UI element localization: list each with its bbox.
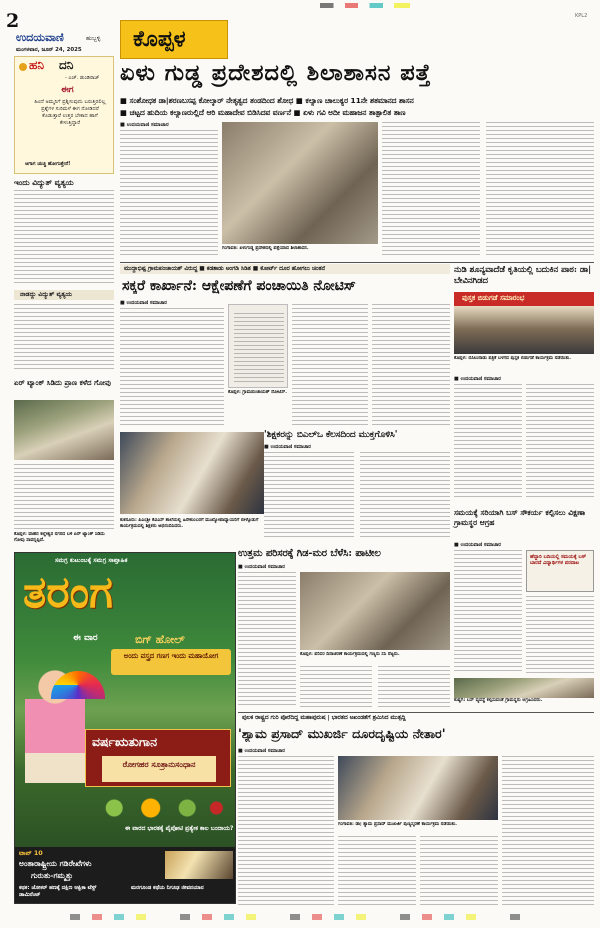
bus-story <box>454 508 594 706</box>
teachers-caption: ಕುಕನೂರು: ಪಿಎಂಶ್ರೀ ಕೆವಿಎಸ್ ಶಾಲೆಯಲ್ಲಿ ಹಿರೇಕುಂಬರಗೆ ಮುಖ್ಯೋಪಾಧ್ಯಾಯರಿಗೆ ಬೀಳ್ಕೊಡುಗೆ ಕಾರ್ಯಕ್ರಮದಲ್ಲಿ ಶಿಕ್ಷಕರು ಅಭಿನಂದಿಸಿದರು. <box>120 518 259 529</box>
cow-caption: ಕೊಪ್ಪಳ: ವಾಹನ ಕಲ್ಲೇಶ್ವರ ನಗರದ ಬಳಿ ಏರ್ ಟ್ಯಾಂಕ್ ಸಿಡಿದು ಗೋವು ಸಾವನ್ನಪ್ಪಿದೆ. <box>14 532 105 543</box>
tree-byline: ■ ಉದಯವಾಣಿ ಸಮಾಚಾರ <box>238 564 285 570</box>
taranga-cover-sub: ಅಂದು ವಸ್ತ್ರದ ಗಣಗ ಇಂದು ಮಹಾಯೋಗ <box>123 652 219 660</box>
sugar-col-3 <box>292 304 368 428</box>
power-section-2 <box>14 290 114 375</box>
color-marks-bottom <box>70 914 530 920</box>
book-photo <box>454 292 594 354</box>
honey-byline: - ಎಚ್. ಡುಂಡಿರಾಜ್ <box>65 75 100 81</box>
taranga-top10-title: ಅಂತಾರಾಷ್ಟ್ರೀಯ ಗಡಿರೇಖೆಗಳು <box>19 859 92 868</box>
teachers-byline: ■ ಉದಯವಾಣಿ ಸಮಾಚಾರ <box>264 444 311 450</box>
notice-text <box>234 313 284 383</box>
lead-story <box>120 60 594 260</box>
section-title: ಕೊಪ್ಪಳ <box>133 26 186 52</box>
lead-sub-2: ■ ಚಟ್ಟದ ಹುದಿಯ ಕಲ್ಯಾಣರುಲ್ಲಿದೆ ಆರಿ ಮಹಾದೇವ ಬಿಡಿಸಿದವ ವರ್ಣನೆ ■ ಏಳು ಗವಿ ಅದೀ ಮಹಾಜನ ತಾತ್ಪಾಲಿತ ತಾಣ <box>120 108 406 117</box>
bus-ad-text: ಹೆದ್ದಾರಿ ಬದಿಯಲ್ಲಿ ಸಮಯಕ್ಕೆ ಬಸ್ ಬಾರದೆ ವಿದ್ಯಾರ್ಥಿಗಳ ಪರದಾಟ <box>530 554 587 567</box>
taranga-feature-sub: ರೋಗಹರ ಸೂತ್ರಾನುಸಂಧಾನ <box>122 759 196 769</box>
book-story <box>454 264 594 504</box>
taranga-teaser: ಈ ವಾರದ ಭಾರತಕ್ಕೆ ಪೈಪೋಟಿ ಪ್ರತ್ಯೇಕ ಕಾಲ ಬಂದಾಯ? <box>125 825 234 832</box>
sugar-notice-caption: ಕೊಪ್ಪಳ: ಗ್ರಾಮಪಂಚಾಯತ್ ನೋಟಿಸ್. <box>228 390 287 395</box>
honey-footer: ಆಗಾಗ ಚುಚ್ಚಿ ಹೋಗುತ್ತೇನೆ! <box>25 161 71 167</box>
tree-story <box>238 548 450 710</box>
lead-byline: ■ ಉದಯವಾಣಿ ಸಮಾಚಾರ <box>120 122 169 128</box>
mukherjee-col-2 <box>338 836 416 906</box>
mukherjee-story <box>238 714 594 910</box>
fruit-image <box>85 793 231 823</box>
divider-lead <box>120 262 594 263</box>
lead-headline: ಏಳು ಗುಡ್ಡ ಪ್ರದೇಶದಲ್ಲಿ ಶಿಲಾಶಾಸನ ಪತ್ತೆ <box>120 60 432 86</box>
mukherjee-col-1 <box>238 756 334 906</box>
bus-caption: ಕುಷ್ಟಗಿ: ಬಸ್ ವ್ಯವಸ್ಥೆ ಕಲ್ಪಿಸುವಂತೆ ಗ್ರಾಮಸ್ಥರು ಆಗ್ರಹಿಸಿದರು. <box>454 698 543 703</box>
taranga-promo-1: ಕಥಕ: ಜೋಕರ್ ಹಣಕ್ಕೆ ದಕ್ಷಿಣ ಆಫ್ರಿಕಾ ಟೆಸ್ಟ್ ಡಾಮಿನೆಂಟ್ <box>19 885 97 898</box>
taranga-top10-sub: ಗುರುತು-ಗಮ್ಮತ್ತು <box>31 871 73 880</box>
taranga-top10: ಟಾಪ್ 10 <box>19 849 43 857</box>
taranga-promo-2: ಮರಗೂಂಡ ಕಥೆಯ ನಿಗೂಢ ಜೀವನಯಾನ <box>131 885 204 891</box>
bus-col-1 <box>454 550 522 674</box>
taranga-cover-sub-box <box>111 649 231 675</box>
sugar-col-1 <box>120 308 224 428</box>
taranga-feature: ವರ್ಷಋತುಗಾನ <box>92 734 158 749</box>
paper-name: ಉದಯವಾಣಿ <box>16 31 64 44</box>
page-number: 2 <box>6 10 20 32</box>
lead-col-3 <box>382 122 480 258</box>
teachers-photo <box>120 432 264 514</box>
power-section <box>14 178 114 288</box>
power-title: ಇಂದು ವಿದ್ಯುತ್ ವ್ಯತ್ಯಯ <box>14 178 74 187</box>
mukherjee-byline: ■ ಉದಯವಾಣಿ ಸಮಾಚಾರ <box>238 748 285 754</box>
teachers-headline: 'ಶಿಕ್ಷಕರನ್ನು ಬಿಎಲ್‌ಒ ಕೆಲಸದಿಂದ ಮುಕ್ತಗೊಳಿಸಿ' <box>264 430 398 440</box>
poem-title: ಈಗ <box>61 85 74 95</box>
book-col-2 <box>526 384 594 500</box>
honey-title-b: ದನಿ <box>59 58 74 72</box>
issue-date: ಮಂಗಳವಾರ, ಜೂನ್ 24, 2025 <box>16 47 82 53</box>
section-banner <box>120 20 228 59</box>
teachers-col-2 <box>360 452 450 540</box>
teachers-col-1 <box>264 452 354 540</box>
teachers-story <box>264 430 450 542</box>
book-byline: ■ ಉದಯವಾಣಿ ಸಮಾಚಾರ <box>454 376 501 382</box>
edition-label: ಹುಬ್ಬಳ್ಳಿ <box>86 35 101 42</box>
taranga-cover-label: ಬಿಗ್ ಹೋಲ್ <box>135 633 185 646</box>
power-title-2: ನಾಡದ್ದು ವಿದ್ಯುತ್ ವ್ಯತ್ಯಯ <box>20 291 73 298</box>
sugar-kicker: ಮುದ್ದಾಭಿಷ್ಟ ಗ್ರಾಮಪಂಚಾಯತ್ ವಿರುದ್ಧ ■ ಕಡತಾಡು ಅಂಗಡಿ ಸಿಡಿತ ■ ಕೋರ್ಟ್ ದೂರ ಹೋಗಲು ಚಿಂತನೆ <box>124 265 326 272</box>
honey-title-a: ಹನಿ <box>29 58 44 72</box>
lead-col-1 <box>120 130 218 258</box>
tree-photo <box>300 572 450 650</box>
divider-bottom <box>238 712 594 713</box>
book-col-1 <box>454 384 522 500</box>
power-body-2 <box>14 304 114 372</box>
color-marks-top <box>320 3 410 8</box>
mukherjee-photo <box>338 756 498 820</box>
taranga-issue: ಈ ವಾರ <box>73 633 98 643</box>
lead-photo <box>222 122 378 244</box>
lead-col-4 <box>486 122 594 258</box>
feature-box <box>85 729 231 787</box>
tree-headline: ಉತ್ತಮ ಪರಿಸರಕ್ಕೆ ಗಿಡ-ಮರ ಬೆಳೆಸಿ: ಪಾಟೀಲ <box>238 548 381 559</box>
tree-caption: ಕೊಪ್ಪಳ: ಪರಿಸರ ದಿನಾಚರಣೆ ಕಾರ್ಯಕ್ರಮದಲ್ಲಿ ಗಣ್ಯರು ಸಸಿ ನೆಟ್ಟರು. <box>300 652 400 657</box>
cow-photo <box>14 400 114 460</box>
honey-box <box>14 56 114 174</box>
book-caption: ಕೊಪ್ಪಳ: ಬಿಸಿಲುನಾಡು ಪತ್ರಿಕೆ ಬಳಗದ ಪುಸ್ತಕ ಬಿಡುಗಡೆ ಕಾರ್ಯಕ್ರಮ ನಡೆಯಿತು. <box>454 356 571 361</box>
tree-col-3 <box>378 666 450 708</box>
tree-col-1 <box>238 572 296 708</box>
sugar-col-4 <box>372 304 450 428</box>
mukherjee-col-4 <box>502 756 594 906</box>
cow-title: ಏರ್ ಟ್ಯಾಂಕ್ ಸಿಡಿದು ಪ್ರಾಣ ಕಳೆದ ಗೋವು <box>14 378 111 387</box>
bus-headline: ಸಮಯಕ್ಕೆ ಸರಿಯಾಗಿ ಬಸ್ ಸೌಕರ್ಯ ಕಲ್ಪಿಸಲು ವಿಕ್ಷಣಾ ಗ್ರಾಮಸ್ಥರ ಆಗ್ರಹ <box>454 508 586 527</box>
page-header <box>0 0 600 60</box>
mukherjee-headline: 'ಶ್ಯಾಮ ಪ್ರಸಾದ್ ಮುಖರ್ಜಿ ದೂರದೃಷ್ಟಿಯ ನೇತಾರ' <box>238 726 446 741</box>
mukherjee-col-3 <box>420 836 498 906</box>
cow-body <box>14 464 114 530</box>
taranga-ad[interactable] <box>14 552 236 904</box>
bus-photo <box>454 678 594 698</box>
mukherjee-kicker: ಪುಲಕ ರಾಷ್ಟ್ರದ ಗುರಿ ಪೊರೆದಿದ್ದ ಮಹಾಪುರುಷ | ಭಾರತದ ಅಖಂಡತೆಗೆ ಶ್ರಮಿಸಿದ ಮುತ್ಸದ್ದಿ <box>242 715 406 721</box>
lead-sub-1: ■ ಸಂಶೋಧಕ ಡಾ|ಶರಣಬಸಪ್ಪ ಕೋಲ್ಕಾರ್ ನೇತೃತ್ವದ ತಂಡದಿಂದ ಶೋಧ ■ ಕಲ್ಯಾಣ ಚಾಲುಕ್ಯರ 11ನೇ ಶತಮಾನದ ಶಾಸನ <box>120 96 414 105</box>
taranga-brand: ತರಂಗ <box>23 567 113 618</box>
lead-caption: ಗಂಗಾವತಿ: ಏಳುಗುಡ್ಡ ಪ್ರದೇಶದಲ್ಲಿ ಪತ್ತೆಯಾದ ಶಿಲಾಶಾಸನ. <box>222 246 309 251</box>
taranga-top-line: ಸಮಗ್ರ ಕುಟುಂಬಕ್ಕೆ ಸಮಗ್ರ ಸಾಪ್ತಾಹಿಕ <box>55 557 128 564</box>
mukherjee-caption: ಗಂಗಾವತಿ: ಡಾ| ಶ್ಯಾಮ ಪ್ರಸಾದ್ ಮುಖರ್ಜಿ ಪುಣ್ಯಸ್ಮರಣೆ ಕಾರ್ಯಕ್ರಮ ನಡೆಯಿತು. <box>338 822 458 827</box>
sugar-headline: ಸಕ್ಕರೆ ಕಾರ್ಖಾನೆ: ಆಕ್ಷೇಪಣೆಗೆ ಪಂಚಾಯಿತಿ ನೋಟಿಸ್ <box>122 278 356 294</box>
honey-logo-icon <box>19 63 27 71</box>
power-body <box>14 190 114 284</box>
bus-col-2 <box>526 596 594 674</box>
tree-col-2 <box>300 666 372 708</box>
sugar-byline: ■ ಉದಯವಾಣಿ ಸಮಾಚಾರ <box>120 300 167 306</box>
bus-byline: ■ ಉದಯವಾಣಿ ಸಮಾಚಾರ <box>454 542 501 548</box>
cow-story <box>14 378 114 548</box>
notice-image <box>228 304 288 388</box>
page-code: KPL2 <box>575 13 588 19</box>
poem-text: ಹಿಂದೆ ಅಮ್ಮನಿಗೆ ಪ್ರಶ್ನಿಸುವುದು ಬರುತ್ತಿರಲಿಲ್ಲ ಪ್ರಶ್ನೆಗಳ ಸುರಿಮಳೆ ಈಗ ನೋಡಿದರೆ ಕೊಡುತ್ತಾರೆ ಉತ್ತರ ಬೇಕಾದ ಹಾಗೆ ಕೇಳುತ್ತಿದ್ದಾರೆ <box>34 99 106 126</box>
bus-ad-box <box>526 550 594 592</box>
book-headline: ನುಡಿ ಶೂನ್ಯವಾದೆಡೆ ಕೃತಿಯಲ್ಲಿ ಬದುಕಿನ ಪಾಠ: ಡಾ| ಬೇವಿನಗಿಡದ <box>454 264 592 285</box>
top10-photo <box>165 851 233 879</box>
book-banner-text: ಪುಸ್ತಕ ಬಿಡುಗಡೆ ಸಮಾರಂಭ <box>462 294 525 302</box>
